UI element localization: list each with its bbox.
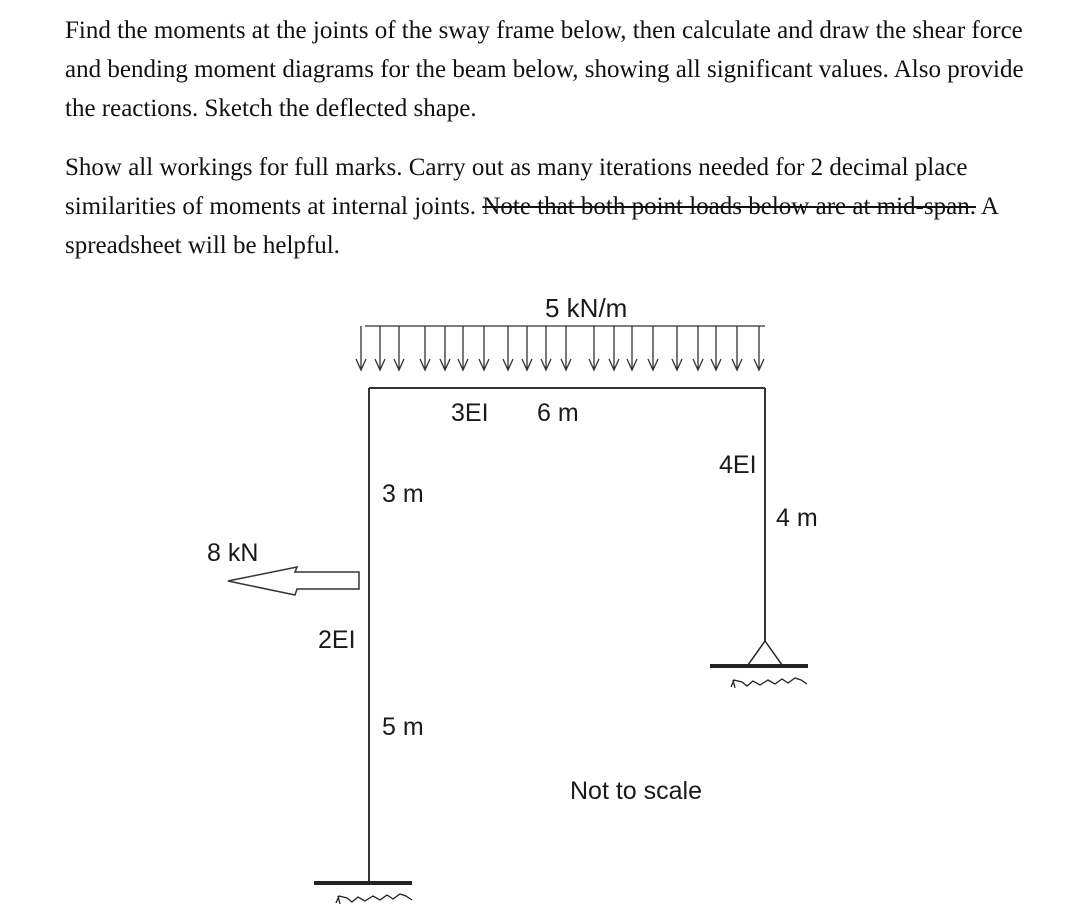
question-text-2-end: A spreadsheet will be helpful. (65, 193, 998, 259)
fixed-support (314, 883, 412, 904)
point-load-label: 8 kN (207, 539, 259, 567)
udl-arrow (732, 326, 742, 370)
udl-arrow (627, 326, 637, 370)
question-text-1: Find the moments at the joints of the sway frame below, then calculate and draw the shear force and bending moment diagrams for the beam below, showing all significant values. Also provide the reactions. Sketch the deflected shape. (65, 17, 1024, 122)
udl-arrow (648, 326, 658, 370)
question-text-2-start: Show all workings for full marks. Carry out as many iterations needed for 2 decimal place similarities of moments at internal joints. (65, 154, 968, 220)
udl-arrow (479, 326, 489, 370)
scale-note: Not to scale (570, 777, 703, 805)
udl-arrow (503, 326, 513, 370)
beam-stiffness-label: 3EI (451, 399, 489, 427)
udl-arrow (711, 326, 721, 370)
left-column-stiffness-label: 2EI (318, 626, 356, 654)
udl-arrow (394, 326, 404, 370)
right-column-stiffness-label: 4EI (719, 451, 757, 479)
udl-arrow (589, 326, 599, 370)
left-column-lower-length-label: 5 m (382, 713, 424, 741)
udl-arrow (672, 326, 682, 370)
udl-arrow (420, 326, 430, 370)
udl-arrows (356, 326, 765, 370)
udl-arrow (356, 326, 366, 370)
udl-arrow (609, 326, 619, 370)
udl-arrow (561, 326, 571, 370)
udl-arrow (375, 326, 385, 370)
left-column-upper-length-label: 3 m (382, 480, 424, 508)
point-load-arrow (228, 567, 359, 595)
udl-arrow (541, 326, 551, 370)
struck-through-note: Note that both point loads below are at mid-span. (482, 193, 976, 220)
udl-label: 5 kN/m (545, 293, 628, 323)
right-column-length-label: 4 m (776, 504, 818, 532)
udl-arrow (522, 326, 532, 370)
udl-arrow (458, 326, 468, 370)
udl-arrow (693, 326, 703, 370)
udl-arrow (754, 326, 764, 370)
udl-arrow (440, 326, 450, 370)
beam-length-label: 6 m (537, 399, 579, 427)
pin-support (710, 641, 808, 688)
